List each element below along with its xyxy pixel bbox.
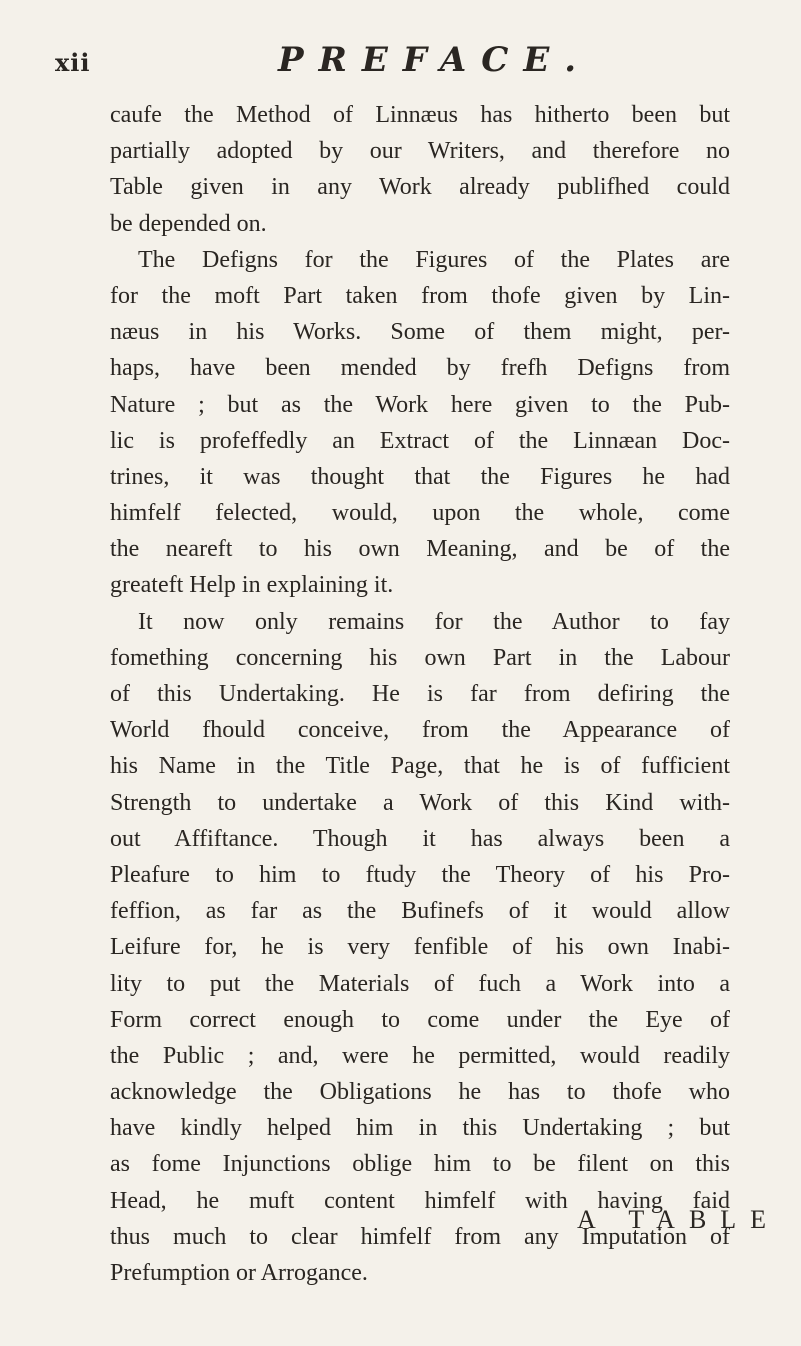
catchword: A TABLE xyxy=(577,1205,781,1234)
page-number: xii xyxy=(55,48,91,77)
running-head: PREFACE. xyxy=(278,40,592,80)
text-line: Strength to undertake a Work of this Kind with- xyxy=(110,789,730,816)
text-line: his Name in the Title Page, that he is of fufficient xyxy=(110,753,730,780)
text-line: acknowledge the Obligations he has to thofe who xyxy=(110,1079,730,1106)
text-line: Pleafure to him to ftudy the Theory of his Pro- xyxy=(110,861,730,888)
text-line: næus in his Works. Some of them might, per- xyxy=(110,319,730,346)
text-line: the neareft to his own Meaning, and be of the xyxy=(110,536,730,563)
text-line: feffion, as far as the Bufinefs of it would allow xyxy=(110,898,730,925)
text-line: have kindly helped him in this Undertaking ; but xyxy=(110,1115,730,1142)
text-line: lity to put the Materials of fuch a Work into a xyxy=(110,970,730,997)
text-line: Form correct enough to come under the Eye of xyxy=(110,1006,730,1033)
text-line: haps, have been mended by frefh Defigns from xyxy=(110,355,730,382)
preface-body xyxy=(110,97,730,1291)
text-line: Leifure for, he is very fenfible of his own Inabi- xyxy=(110,934,730,961)
text-line: fomething concerning his own Part in the Labour xyxy=(110,644,730,671)
text-line: Head, he muft content himfelf with having faid xyxy=(110,1187,730,1214)
text-line: be depended on. xyxy=(110,210,267,237)
text-line: World fhould conceive, from the Appearance of xyxy=(110,717,730,744)
text-line: greateft Help in explaining it. xyxy=(110,572,394,599)
text-line: partially adopted by our Writers, and therefore no xyxy=(110,138,730,165)
text-line: thus much to clear himfelf from any Imputation of xyxy=(110,1223,730,1250)
text-line: It now only remains for the Author to fay xyxy=(138,608,730,635)
text-line: Nature ; but as the Work here given to the Pub- xyxy=(110,391,730,418)
page-header xyxy=(55,40,755,90)
text-line: The Defigns for the Figures of the Plates are xyxy=(138,246,730,273)
text-line: for the moft Part taken from thofe given by Lin- xyxy=(110,282,730,309)
text-line: out Affiftance. Though it has always been a xyxy=(110,825,730,852)
text-line: Table given in any Work already publifhed could xyxy=(110,174,730,201)
text-line: the Public ; and, were he permitted, would readily xyxy=(110,1042,730,1069)
text-line: caufe the Method of Linnæus has hitherto been but xyxy=(110,102,730,128)
text-line: as fome Injunctions oblige him to be filent on this xyxy=(110,1151,730,1178)
text-line: Prefumption or Arrogance. xyxy=(110,1260,368,1286)
text-line: trines, it was thought that the Figures he had xyxy=(110,463,730,490)
text-line: lic is profeffedly an Extract of the Linnæan Doc- xyxy=(110,427,730,454)
text-line: himfelf felected, would, upon the whole, come xyxy=(110,500,730,527)
text-line: of this Undertaking. He is far from defiring the xyxy=(110,681,730,707)
